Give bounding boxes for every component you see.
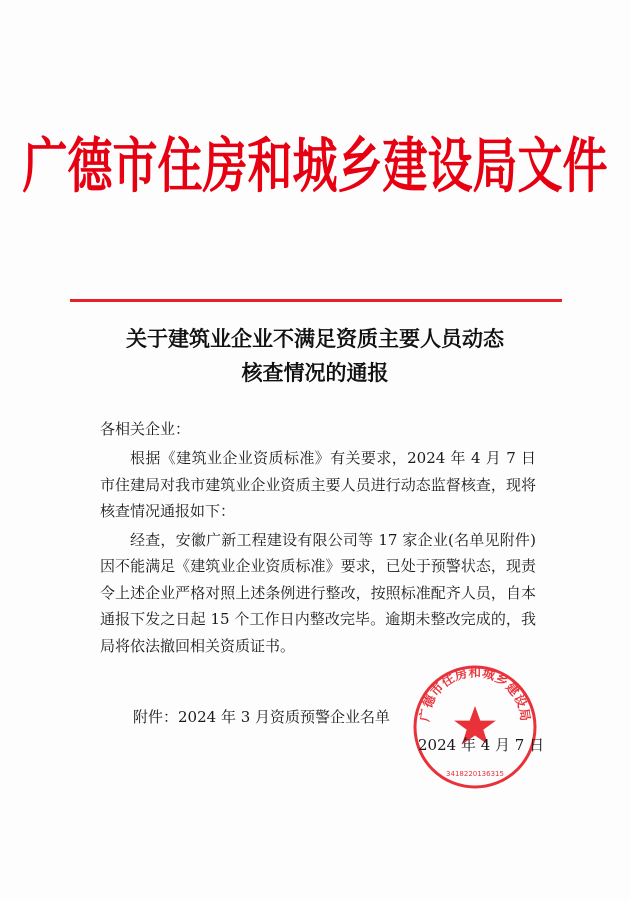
red-divider-line (70, 299, 562, 302)
title-line-2: 核查情况的通报 (241, 361, 389, 385)
document-title (0, 322, 630, 390)
official-seal-stamp (410, 662, 540, 792)
seal-text: 广德市住房和城乡建设局 (416, 664, 534, 723)
paragraph-1: 根据《建筑业企业资质标准》有关要求，2024 年 4 月 7 日市住建局对我市建筑业企业资质主要人员进行动态监督核查，现将核查情况通报如下： (100, 449, 536, 520)
seal-code: 3418220136315 (446, 770, 504, 778)
issuer-banner: 广德市住房和城乡建设局文件 (22, 131, 608, 202)
body-text (100, 445, 536, 659)
salutation: 各相关企业： (100, 420, 191, 438)
attachment-note: 附件：2024 年 3 月资质预警企业名单 (133, 708, 391, 726)
paragraph-2: 经查，安徽广新工程建设有限公司等 17 家企业(名单见附件)因不能满足《建筑业企业资质标准》要求，已处于预警状态，现责令上述企业严格对照上述条例进行整改，按照标准配齐人员，自本通报下发之日起 15 个工作日内整改完毕。逾期未整改完成的，我局将依法撤回相关资质证书。 (100, 530, 536, 655)
issue-date: 2024 年 4 月 7 日 (418, 736, 545, 754)
title-line-1: 关于建筑业企业不满足资质主要人员动态 (126, 327, 504, 351)
